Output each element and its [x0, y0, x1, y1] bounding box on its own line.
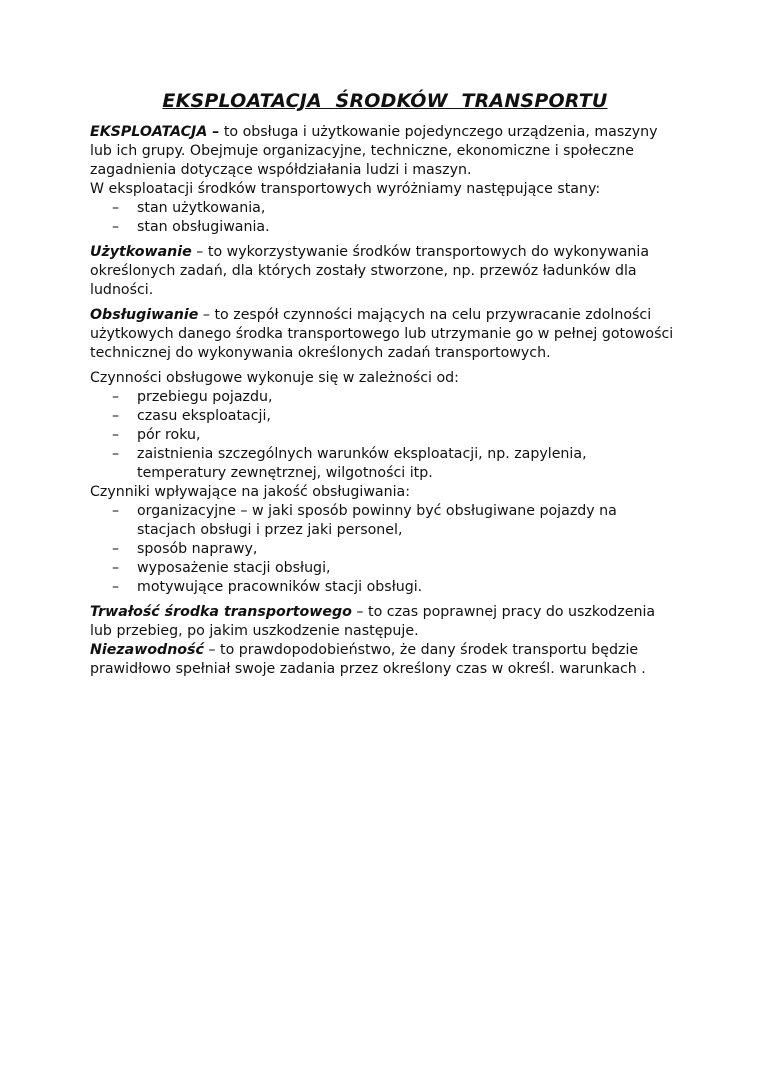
- dash-bullet: –: [112, 579, 120, 595]
- states-intro: W eksploatacji środków transportowych wyróżniamy następujące stany:: [90, 181, 601, 197]
- czynnosci-intro: Czynności obsługowe wykonuje się w zależności od:: [90, 370, 459, 386]
- dash-bullet: –: [112, 541, 120, 557]
- list-item: – sposób naprawy,: [112, 541, 258, 557]
- list-item: – wyposażenie stacji obsługi,: [112, 560, 331, 576]
- list-item: – zaistnienia szczególnych warunków eksploatacji, np. zapylenia, temperatury zewnętrznej, wilgotności itp.: [112, 446, 587, 481]
- definition-obslugiwanie-text: – to zespół czynności mających na celu przywracanie zdolności użytkowych danego środka transportowego lub utrzymanie go w pełnej gotowości technicznej do wykonywania określonych zadań transportowych.: [90, 307, 674, 361]
- definition-uzytkowanie-text: – to wykorzystywanie środków transportowych do wykonywania określonych zadań, dla których zostały stworzone, np. przewóz ładunków dla ludności.: [90, 244, 650, 298]
- term-uzytkowanie: Użytkowanie: [90, 244, 192, 260]
- definition-niezawodnosc: [90, 641, 680, 679]
- list-item: – organizacyjne – w jaki sposób powinny być obsługiwane pojazdy na stacjach obsługi i przez jaki personel,: [112, 503, 617, 538]
- dash-bullet: –: [112, 200, 120, 216]
- list-item: – motywujące pracowników stacji obsługi.: [112, 579, 423, 595]
- page-title: EKSPLOATACJA ŚRODKÓW TRANSPORTU: [162, 90, 608, 112]
- czynnosci-list: [90, 388, 680, 483]
- dash-bullet: –: [112, 560, 120, 576]
- definition-eksploatacja-text: to obsługa i użytkowanie pojedynczego urządzenia, maszyny lub ich grupy. Obejmuje organizacyjne, techniczne, ekonomiczne i społeczne zagadnienia dotyczące współdziałania ludzi i maszyn.: [90, 124, 658, 178]
- term-eksploatacja: EKSPLOATACJA –: [90, 124, 220, 140]
- term-obslugiwanie: Obsługiwanie: [90, 307, 199, 323]
- czynniki-intro: Czynniki wpływające na jakość obsługiwania:: [90, 484, 411, 500]
- list-item: – stan obsługiwania.: [112, 219, 270, 235]
- term-niezawodnosc: Niezawodność: [90, 642, 204, 658]
- definition-obslugiwanie: [90, 306, 680, 363]
- definition-trwalosc: [90, 603, 680, 641]
- list-item: – przebiegu pojazdu,: [112, 389, 273, 405]
- dash-bullet: –: [112, 427, 120, 443]
- definition-trwalosc-text: – to czas poprawnej pracy do uszkodzenia lub przebieg, po jakim uszkodzenie następuje.: [90, 604, 656, 639]
- dash-bullet: –: [112, 389, 120, 405]
- document-page: [90, 88, 680, 679]
- dash-bullet: –: [112, 503, 120, 519]
- czynniki-list: [90, 502, 680, 597]
- dash-bullet: –: [112, 446, 120, 462]
- list-item: – czasu eksploatacji,: [112, 408, 271, 424]
- dash-bullet: –: [112, 219, 120, 235]
- dash-bullet: –: [112, 408, 120, 424]
- term-trwalosc: Trwałość środka transportowego: [90, 604, 352, 620]
- definition-eksploatacja: [90, 123, 680, 180]
- definition-niezawodnosc-text: – to prawdopodobieństwo, że dany środek transportu będzie prawidłowo spełniał swoje zadania przez określony czas w określ. warunkach .: [90, 642, 646, 677]
- list-item: – stan użytkowania,: [112, 200, 266, 216]
- definition-uzytkowanie: [90, 243, 680, 300]
- list-item: – pór roku,: [112, 427, 201, 443]
- states-list: [90, 199, 680, 237]
